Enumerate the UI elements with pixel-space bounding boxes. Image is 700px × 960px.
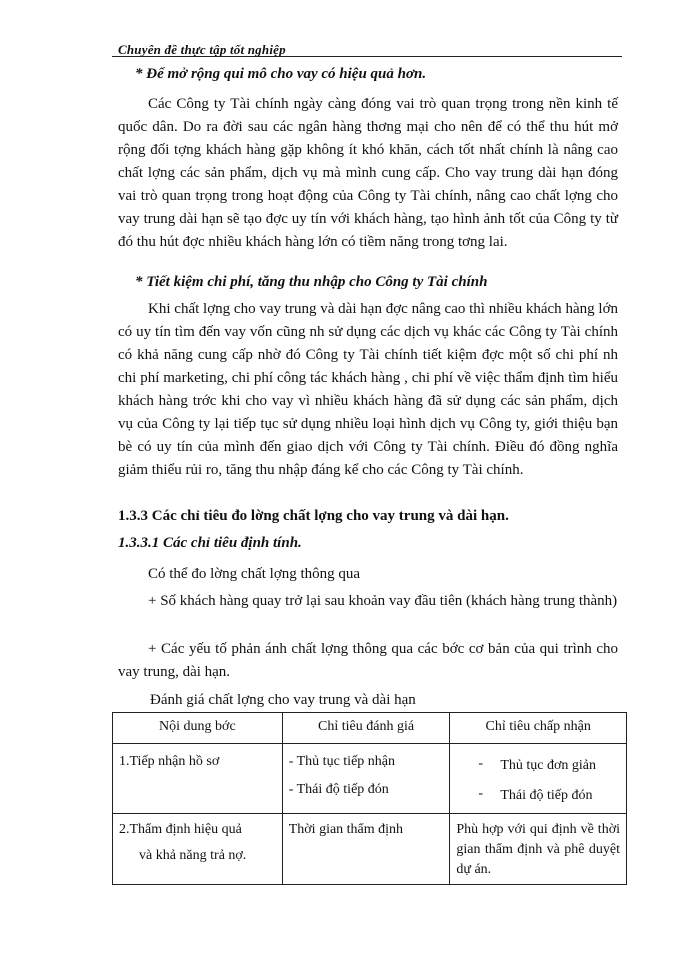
dash-mark: - bbox=[478, 756, 484, 771]
cell-accept bbox=[450, 744, 627, 814]
accept-item bbox=[456, 756, 620, 776]
section-heading-1-3-3-1: 1.3.3.1 Các chỉ tiêu định tính. bbox=[118, 535, 302, 551]
paragraph-text: Các Công ty Tài chính ngày càng đóng vai trò quan trọng trong nền kinh tế quốc dân. Do ra đời sau các ngân hàng thơng mại cho nên để có thể thu hút mở rộng đối tợng khách hàng gặp không ít khó khăn, cách tốt nhất chính là nâng cao chất lợng các sản phẩm, dịch vụ mà mình cung cấp. Cho vay trung dài hạn đóng vai trò quan trọng trong hoạt động của Công ty Tài chính, nâng cao chất lợng cho vay trung dài hạn sẽ tạo đợc uy tín với khách hàng, tạo hình ảnh tốt của Công ty từ đó thu hút đợc nhiều khách hàng lớn có tiềm năng trong tơng lai. bbox=[118, 96, 618, 250]
table-row bbox=[113, 814, 627, 885]
paragraph-cost-saving bbox=[118, 298, 618, 482]
step-text-line: và khả năng trả nợ. bbox=[139, 848, 247, 863]
header-rule bbox=[112, 56, 622, 57]
table-header-row bbox=[113, 713, 627, 744]
table-caption: Đánh giá chất lợng cho vay trung và dài hạn bbox=[150, 692, 416, 708]
cell-criteria bbox=[282, 814, 450, 885]
section-heading-1-3-3: 1.3.3 Các chỉ tiêu đo lờng chất lợng cho vay trung và dài hạn. bbox=[118, 508, 509, 524]
dash-mark: - bbox=[478, 786, 484, 801]
cell-accept bbox=[450, 814, 627, 885]
criteria-item: - Thái độ tiếp đón bbox=[288, 782, 389, 797]
step-text-line: 2.Thẩm định hiệu quả bbox=[119, 822, 242, 837]
accept-item bbox=[456, 786, 620, 806]
header-criteria: Chỉ tiêu đánh giá bbox=[282, 713, 450, 744]
heading-cost-saving: * Tiết kiệm chi phí, tăng thu nhập cho Công ty Tài chính bbox=[135, 274, 488, 290]
accept-text: Phù hợp với qui định về thời gian thẩm định và phê duyệt dự án. bbox=[456, 822, 620, 877]
bullet-loyal-customers bbox=[118, 590, 618, 613]
bullet-text: + Số khách hàng quay trở lại sau khoản vay đầu tiên (khách hàng trung thành) bbox=[148, 593, 618, 609]
header-step: Nội dung bớc bbox=[113, 713, 283, 744]
bullet-process-factors bbox=[118, 638, 618, 684]
evaluation-table bbox=[112, 712, 627, 885]
cell-step bbox=[113, 744, 283, 814]
accept-text: Thủ tục đơn giản bbox=[500, 758, 597, 773]
step-text: 1.Tiếp nhận hồ sơ bbox=[119, 754, 220, 769]
header-accept: Chỉ tiêu chấp nhận bbox=[450, 713, 627, 744]
cell-step bbox=[113, 814, 283, 885]
table-row bbox=[113, 744, 627, 814]
bullet-text: + Các yếu tố phản ánh chất lợng thông qua các bớc cơ bản của qui trình cho vay trung, dài hạn. bbox=[118, 641, 618, 680]
paragraph-text: Khi chất lợng cho vay trung và dài hạn đợc nâng cao thì nhiều khách hàng lớn có uy tín tìm đến vay vốn cũng nh sử dụng các dịch vụ khác các Công ty Tài chính có khả năng cung cấp nhờ đó Công ty Tài chính tiết kiệm đợc một số chi phí nh chi phí marketing, chi phí công tác khách hàng , chi phí về việc thẩm định tìm hiểu khách hàng trớc khi cho vay vì nhiều khách hàng đã sử dụng các sản phẩm, dịch vụ của Công ty lại tiếp tục sử dụng nhiều loại hình dịch vụ Công ty, giới thiệu bạn bè có uy tín của mình đến giao dịch với Công ty Tài chính. Điều đó đồng nghĩa giảm thiểu rủi ro, tăng thu nhập đáng kể cho các Công ty Tài chính. bbox=[118, 301, 618, 478]
intro-measure-line: Có thể đo lờng chất lợng thông qua bbox=[148, 566, 361, 582]
paragraph-role-of-finance-companies bbox=[118, 93, 618, 254]
cell-criteria bbox=[282, 744, 450, 814]
accept-text: Thái độ tiếp đón bbox=[500, 788, 593, 803]
heading-expand-scale: * Để mở rộng qui mô cho vay có hiệu quả hơn. bbox=[135, 66, 427, 82]
criteria-item: - Thủ tục tiếp nhận bbox=[288, 754, 395, 769]
criteria-item: Thời gian thẩm định bbox=[288, 822, 404, 837]
running-header: Chuyên đề thực tập tốt nghiệp bbox=[118, 42, 286, 57]
